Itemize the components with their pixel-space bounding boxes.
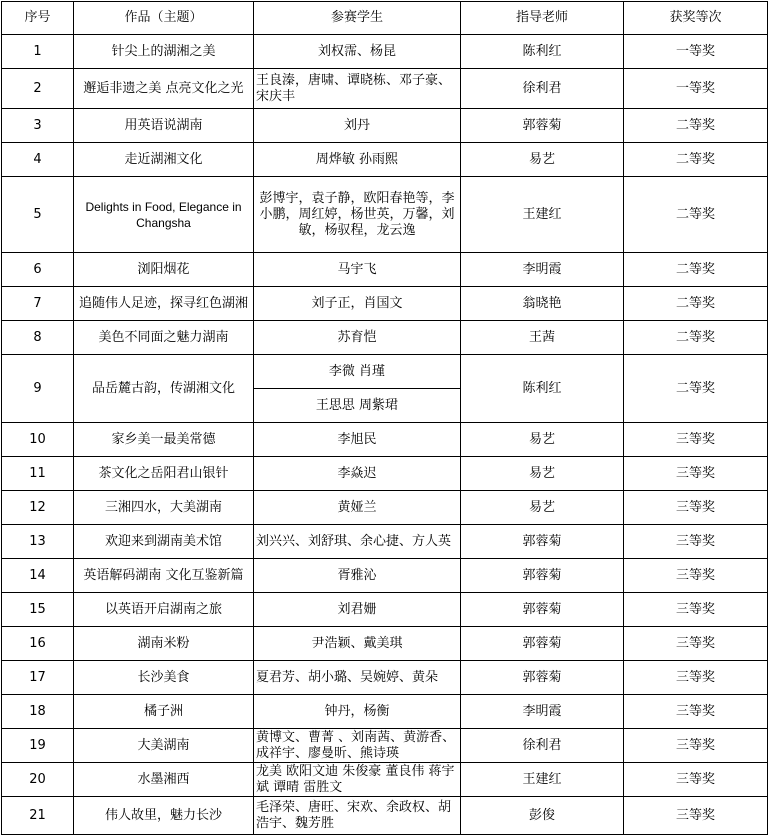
cell-students: 刘权霈、杨昆 — [254, 35, 461, 69]
cell-no: 16 — [2, 627, 74, 661]
cell-award: 二等奖 — [624, 321, 768, 355]
cell-teacher: 李明霞 — [461, 253, 624, 287]
cell-award: 三等奖 — [624, 797, 768, 835]
cell-teacher: 陈利红 — [461, 355, 624, 423]
table-row — [2, 35, 768, 69]
cell-students: 彭博宇，袁子静，欧阳春艳等，李小鹏，周红婷，杨世英，万馨，刘敏，杨驭程，龙云逸 — [254, 177, 461, 253]
cell-no: 17 — [2, 661, 74, 695]
cell-title: 欢迎来到湖南美术馆 — [74, 525, 254, 559]
cell-award: 三等奖 — [624, 695, 768, 729]
cell-teacher: 郭蓉菊 — [461, 593, 624, 627]
table-row — [2, 797, 768, 835]
cell-title: 家乡美一最美常德 — [74, 423, 254, 457]
cell-teacher: 徐利君 — [461, 729, 624, 763]
cell-teacher: 易艺 — [461, 457, 624, 491]
cell-teacher: 彭俊 — [461, 797, 624, 835]
cell-students: 胥雅沁 — [254, 559, 461, 593]
cell-title: 三湘四水，大美湖南 — [74, 491, 254, 525]
cell-award: 三等奖 — [624, 661, 768, 695]
cell-title: 橘子洲 — [74, 695, 254, 729]
cell-title: 以英语开启湖南之旅 — [74, 593, 254, 627]
cell-award: 三等奖 — [624, 457, 768, 491]
table-row — [2, 143, 768, 177]
cell-students: 刘子正，肖国文 — [254, 287, 461, 321]
cell-no: 10 — [2, 423, 74, 457]
cell-title: 用英语说湖南 — [74, 109, 254, 143]
cell-students: 钟丹，杨衡 — [254, 695, 461, 729]
cell-title: 邂逅非遗之美 点亮文化之光 — [74, 69, 254, 109]
cell-award: 三等奖 — [624, 559, 768, 593]
cell-no: 14 — [2, 559, 74, 593]
cell-students: 王思思 周紫珺 — [254, 389, 461, 423]
cell-teacher: 易艺 — [461, 491, 624, 525]
cell-title: 英语解码湖南 文化互鉴新篇 — [74, 559, 254, 593]
cell-teacher: 易艺 — [461, 423, 624, 457]
cell-teacher: 翁晓艳 — [461, 287, 624, 321]
cell-teacher: 王茜 — [461, 321, 624, 355]
header-students: 参赛学生 — [254, 2, 461, 35]
cell-teacher: 王建红 — [461, 763, 624, 797]
cell-students: 王良溱，唐啸、谭晓栋、邓子豪、宋庆丰 — [254, 69, 461, 109]
cell-students: 龙美 欧阳文迪 朱俊豪 董良伟 蒋宇斌 谭晴 雷胜文 — [254, 763, 461, 797]
table-row — [2, 559, 768, 593]
cell-title: 走近湖湘文化 — [74, 143, 254, 177]
cell-students: 夏君芳、胡小璐、吴婉婷、黄朵 — [254, 661, 461, 695]
cell-students: 苏育恺 — [254, 321, 461, 355]
cell-no: 15 — [2, 593, 74, 627]
table-row — [2, 763, 768, 797]
cell-no: 19 — [2, 729, 74, 763]
cell-no: 13 — [2, 525, 74, 559]
cell-students: 刘君姗 — [254, 593, 461, 627]
cell-no: 9 — [2, 355, 74, 423]
table-row — [2, 491, 768, 525]
cell-no: 6 — [2, 253, 74, 287]
cell-award: 三等奖 — [624, 627, 768, 661]
table-row — [2, 321, 768, 355]
cell-title: 浏阳烟花 — [74, 253, 254, 287]
table-row — [2, 109, 768, 143]
cell-title: 湖南米粉 — [74, 627, 254, 661]
cell-students: 李焱迟 — [254, 457, 461, 491]
cell-students: 李旭民 — [254, 423, 461, 457]
cell-students: 马宇飞 — [254, 253, 461, 287]
cell-award: 二等奖 — [624, 109, 768, 143]
cell-award: 二等奖 — [624, 355, 768, 423]
cell-no: 1 — [2, 35, 74, 69]
table-row — [2, 355, 768, 389]
header-teacher: 指导老师 — [461, 2, 624, 35]
cell-award: 三等奖 — [624, 525, 768, 559]
header-title: 作品（主题） — [74, 2, 254, 35]
cell-teacher: 郭蓉菊 — [461, 525, 624, 559]
cell-award: 一等奖 — [624, 35, 768, 69]
cell-title: 伟人故里，魅力长沙 — [74, 797, 254, 835]
cell-award: 一等奖 — [624, 69, 768, 109]
cell-title: 品岳麓古韵，传湖湘文化 — [74, 355, 254, 423]
header-award: 获奖等次 — [624, 2, 768, 35]
table-row — [2, 69, 768, 109]
cell-teacher: 郭蓉菊 — [461, 559, 624, 593]
cell-teacher: 郭蓉菊 — [461, 661, 624, 695]
awards-table — [1, 1, 768, 835]
cell-award: 三等奖 — [624, 729, 768, 763]
cell-no: 5 — [2, 177, 74, 253]
cell-no: 2 — [2, 69, 74, 109]
cell-students: 黄娅兰 — [254, 491, 461, 525]
cell-no: 20 — [2, 763, 74, 797]
cell-title: 追随伟人足迹，探寻红色湖湘 — [74, 287, 254, 321]
cell-title: 美色不同面之魅力湖南 — [74, 321, 254, 355]
cell-students: 黄博文、曹菁 、刘南茜、黄游香、成祥宇、廖曼昕、熊诗瑛 — [254, 729, 461, 763]
cell-no: 21 — [2, 797, 74, 835]
cell-title: 针尖上的湖湘之美 — [74, 35, 254, 69]
table-row — [2, 525, 768, 559]
table-row — [2, 627, 768, 661]
cell-title: 长沙美食 — [74, 661, 254, 695]
cell-award: 三等奖 — [624, 423, 768, 457]
cell-no: 12 — [2, 491, 74, 525]
cell-no: 3 — [2, 109, 74, 143]
cell-teacher: 李明霞 — [461, 695, 624, 729]
table-row — [2, 457, 768, 491]
table-row — [2, 729, 768, 763]
cell-no: 18 — [2, 695, 74, 729]
cell-title: 大美湖南 — [74, 729, 254, 763]
cell-students: 刘丹 — [254, 109, 461, 143]
cell-students: 李微 肖瑾 — [254, 355, 461, 389]
cell-title: 茶文化之岳阳君山银针 — [74, 457, 254, 491]
cell-title: Delights in Food, Elegance in Changsha — [74, 177, 254, 253]
cell-teacher: 郭蓉菊 — [461, 627, 624, 661]
cell-award: 二等奖 — [624, 177, 768, 253]
cell-students: 尹浩颖、戴美琪 — [254, 627, 461, 661]
cell-teacher: 郭蓉菊 — [461, 109, 624, 143]
table-row — [2, 177, 768, 253]
cell-students: 毛泽荣、唐旺、宋欢、余政权、胡浩宇、魏芳胜 — [254, 797, 461, 835]
header-row — [2, 2, 768, 35]
cell-award: 二等奖 — [624, 253, 768, 287]
table-row — [2, 253, 768, 287]
header-no: 序号 — [2, 2, 74, 35]
table-row — [2, 661, 768, 695]
cell-no: 11 — [2, 457, 74, 491]
cell-no: 8 — [2, 321, 74, 355]
cell-award: 三等奖 — [624, 491, 768, 525]
table-row — [2, 287, 768, 321]
cell-teacher: 陈利红 — [461, 35, 624, 69]
cell-students: 周烨敏 孙雨熙 — [254, 143, 461, 177]
table-row — [2, 423, 768, 457]
cell-teacher: 易艺 — [461, 143, 624, 177]
cell-award: 三等奖 — [624, 593, 768, 627]
cell-award: 三等奖 — [624, 763, 768, 797]
cell-title: 水墨湘西 — [74, 763, 254, 797]
cell-award: 二等奖 — [624, 143, 768, 177]
table-row — [2, 695, 768, 729]
cell-students: 刘兴兴、刘舒琪、余心捷、方人英 — [254, 525, 461, 559]
table-row — [2, 593, 768, 627]
cell-no: 4 — [2, 143, 74, 177]
cell-award: 二等奖 — [624, 287, 768, 321]
cell-teacher: 徐利君 — [461, 69, 624, 109]
cell-no: 7 — [2, 287, 74, 321]
cell-teacher: 王建红 — [461, 177, 624, 253]
